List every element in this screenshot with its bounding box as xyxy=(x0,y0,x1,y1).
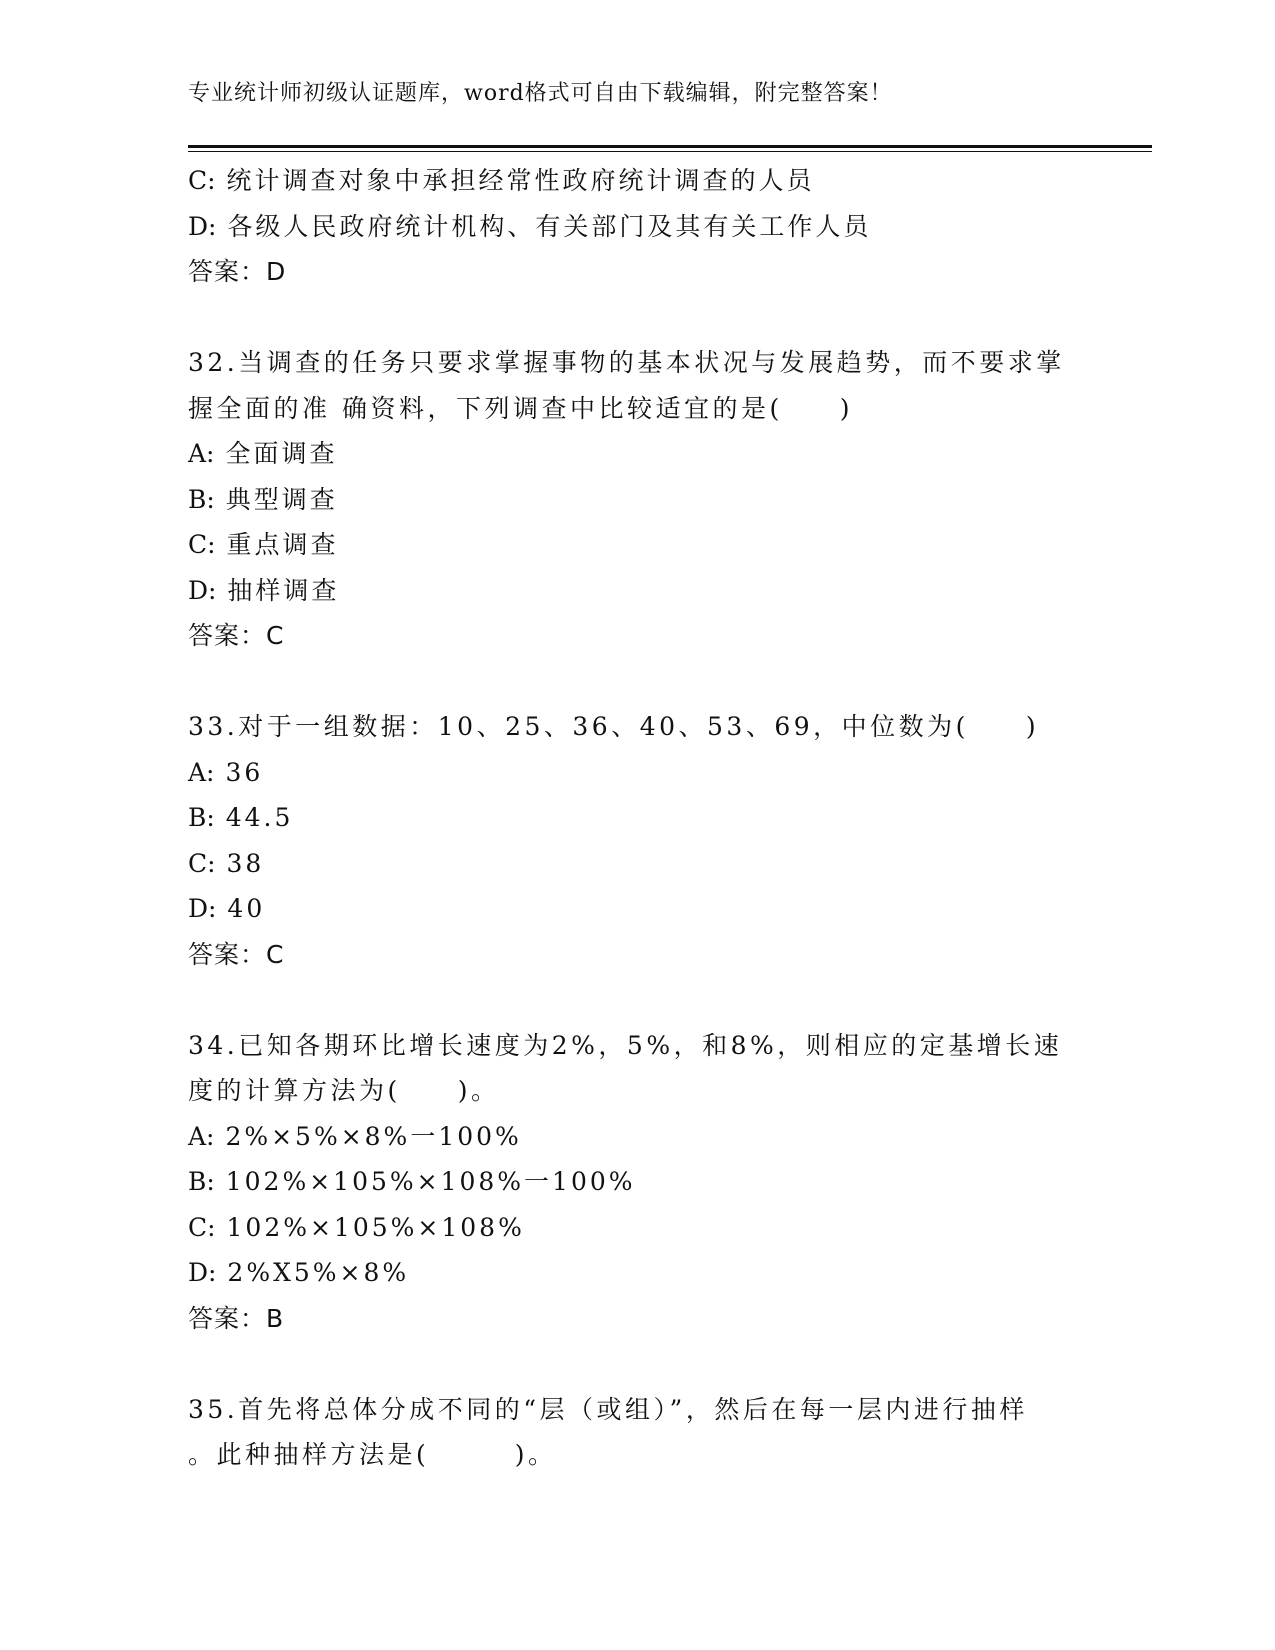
option-c xyxy=(188,1205,1088,1251)
option-text: 36 xyxy=(225,757,264,787)
question-stem xyxy=(188,704,1088,750)
stem-line: 33.对于一组数据：10、25、36、40、53、69，中位数为( ) xyxy=(188,712,1040,741)
stem-line: 35.首先将总体分成不同的“层（或组）”，然后在每一层内进行抽样 xyxy=(188,1394,1028,1424)
option-text: 重点调查 xyxy=(226,530,339,559)
option-letter: D: xyxy=(188,894,217,923)
header-divider-thick xyxy=(188,145,1152,148)
option-letter: A: xyxy=(188,439,215,468)
option-c xyxy=(188,158,1088,204)
option-text: 2%×5%×8%一100% xyxy=(225,1121,522,1151)
page-header: 专业统计师初级认证题库，word格式可自由下载编辑，附完整答案！ xyxy=(188,81,893,106)
stem-line: 32.当调查的任务只要求掌握事物的基本状况与发展趋势，而不要求掌 xyxy=(188,348,1065,377)
option-d xyxy=(188,568,1088,614)
option-text: 各级人民政府统计机构、有关部门及其有关工作人员 xyxy=(227,211,872,241)
option-letter: C: xyxy=(188,530,216,559)
option-letter: A: xyxy=(188,1121,215,1151)
option-text: 102%×105%×108% xyxy=(226,1212,525,1242)
question-stem xyxy=(188,340,1088,431)
option-text: 典型调查 xyxy=(225,484,338,514)
option-text: 统计调查对象中承担经常性政府统计调查的人员 xyxy=(226,166,815,195)
option-text: 抽样调查 xyxy=(227,575,340,605)
option-c xyxy=(188,522,1088,568)
option-letter: D: xyxy=(188,575,217,605)
option-letter: B: xyxy=(188,1167,215,1196)
option-a xyxy=(188,750,1088,796)
stem-line: 。此种抽样方法是( )。 xyxy=(188,1440,557,1469)
header-divider-thin xyxy=(188,151,1152,152)
option-d xyxy=(188,1250,1088,1296)
option-a xyxy=(188,1114,1088,1160)
option-text: 102%×105%×108%一100% xyxy=(225,1167,636,1196)
option-letter: D: xyxy=(188,211,217,241)
answer-line: 答案：C xyxy=(188,939,285,969)
option-d xyxy=(188,204,1088,250)
option-text: 全面调查 xyxy=(225,439,338,468)
question-content xyxy=(188,158,1088,1478)
answer-line: 答案：D xyxy=(188,257,287,286)
option-b xyxy=(188,477,1088,523)
option-text: 44.5 xyxy=(225,803,294,832)
option-b xyxy=(188,1159,1088,1205)
option-letter: C: xyxy=(188,1212,216,1242)
option-d xyxy=(188,886,1088,932)
option-c xyxy=(188,841,1088,887)
answer-line: 答案：B xyxy=(188,1303,285,1333)
option-letter: C: xyxy=(188,166,216,195)
option-text: 2%X5%×8% xyxy=(227,1258,410,1287)
answer-line: 答案：C xyxy=(188,621,285,650)
option-text: 38 xyxy=(226,848,265,878)
option-letter: A: xyxy=(188,757,215,787)
question-stem xyxy=(188,1023,1088,1114)
option-a xyxy=(188,431,1088,477)
stem-line: 握全面的准 确资料，下列调查中比较适宜的是( ) xyxy=(188,393,853,423)
stem-line: 34.已知各期环比增长速度为2%，5%，和8%，则相应的定基增长速 xyxy=(188,1030,1063,1060)
option-b xyxy=(188,795,1088,841)
stem-line: 度的计算方法为( )。 xyxy=(188,1076,500,1105)
option-letter: C: xyxy=(188,848,216,878)
question-stem xyxy=(188,1387,1088,1478)
option-letter: B: xyxy=(188,803,215,832)
option-letter: D: xyxy=(188,1258,217,1287)
option-text: 40 xyxy=(227,894,266,923)
option-letter: B: xyxy=(188,484,215,514)
